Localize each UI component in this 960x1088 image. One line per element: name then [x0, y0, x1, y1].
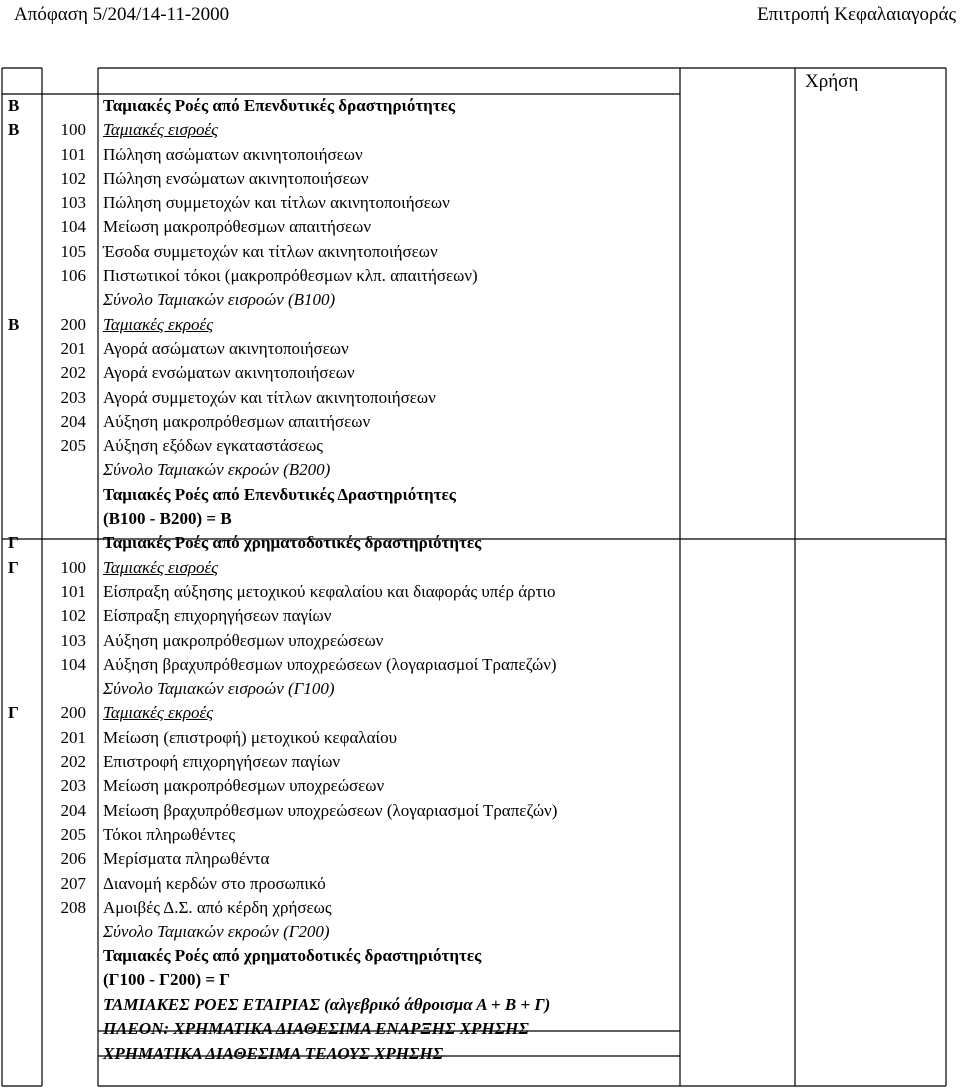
account-code: 103 — [60, 630, 86, 650]
account-code: 101 — [60, 144, 86, 164]
table-row — [0, 143, 960, 167]
row-description — [103, 191, 450, 215]
table-row — [0, 434, 960, 458]
row-description — [103, 1017, 529, 1041]
description-line: ΧΡΗΜΑΤΙΚΑ ΔΙΑΘΕΣΙΜΑ ΤΕΛΟΥΣ ΧΡΗΣΗΣ — [103, 1043, 444, 1063]
description-line: Έσοδα συμμετοχών και τίτλων ακινητοποιήσεων — [103, 241, 438, 261]
description-line: (Β100 - Β200) = Β — [103, 508, 232, 528]
description-line: ΠΛΕΟΝ: ΧΡΗΜΑΤΙΚΑ ΔΙΑΘΕΣΙΜΑ ΕΝΑΡΞΗΣ ΧΡΗΣΗΣ — [103, 1019, 529, 1039]
row-description — [103, 483, 456, 531]
description-line: Σύνολο Ταμιακών εκροών (Β200) — [103, 460, 331, 480]
account-code: 208 — [60, 897, 86, 917]
table-row — [0, 556, 960, 580]
description-line: Μείωση (επιστροφή) μετοχικού κεφαλαίου — [103, 727, 397, 747]
year-column-header: Χρήση — [805, 71, 859, 92]
section-letter: Β — [8, 96, 20, 115]
description-line: Σύνολο Ταμιακών εισροών (Γ100) — [103, 679, 335, 699]
row-description — [103, 531, 481, 555]
table-row — [0, 920, 960, 944]
account-code: 205 — [60, 436, 86, 456]
account-code: 104 — [60, 217, 86, 237]
description-line: Πώληση ενσώματων ακινητοποιήσεων — [103, 168, 369, 188]
description-line: Ταμιακές εκροές — [103, 703, 214, 723]
table-row — [0, 653, 960, 677]
row-description — [103, 215, 371, 239]
row-description — [103, 288, 335, 312]
row-description — [103, 580, 556, 604]
issuer-name: Επιτροπή Κεφαλαιαγοράς — [757, 4, 956, 25]
table-row — [0, 774, 960, 798]
row-description — [103, 872, 326, 896]
table-row — [0, 94, 960, 118]
row-description — [103, 604, 331, 628]
description-line: Αμοιβές Δ.Σ. από κέρδη χρήσεως — [103, 897, 332, 917]
row-description — [103, 629, 383, 653]
table-row — [0, 337, 960, 361]
account-code: 100 — [60, 120, 86, 140]
row-description — [103, 799, 557, 823]
account-code: 200 — [60, 314, 86, 334]
row-description — [103, 653, 557, 677]
row-description — [103, 361, 355, 385]
table-row — [0, 288, 960, 312]
account-code: 103 — [60, 193, 86, 213]
table-row — [0, 580, 960, 604]
description-line: Τόκοι πληρωθέντες — [103, 824, 236, 844]
table-row — [0, 701, 960, 725]
table-row — [0, 1017, 960, 1041]
table-row — [0, 1042, 960, 1066]
description-line: Πώληση ασώματων ακινητοποιήσεων — [103, 144, 363, 164]
row-description — [103, 556, 218, 580]
table-row — [0, 386, 960, 410]
description-line: Ταμιακές Ροές από χρηματοδοτικές δραστηριότητες — [103, 533, 482, 553]
table-row — [0, 847, 960, 871]
description-line: Μερίσματα πληρωθέντα — [103, 849, 270, 869]
description-line: Αύξηση μακροπρόθεσμων υποχρεώσεων — [103, 630, 384, 650]
account-code: 207 — [60, 873, 86, 893]
document-reference: Απόφαση 5/204/14-11-2000 — [14, 4, 230, 25]
row-description — [103, 386, 436, 410]
description-line: Αύξηση εξόδων εγκαταστάσεως — [103, 436, 324, 456]
row-description — [103, 94, 455, 118]
table-row — [0, 726, 960, 750]
row-description — [103, 167, 369, 191]
table-row — [0, 896, 960, 920]
row-description — [103, 337, 349, 361]
table-row — [0, 410, 960, 434]
account-code: 200 — [60, 703, 86, 723]
description-line: Ταμιακές εισροές — [103, 120, 219, 140]
table-row — [0, 677, 960, 701]
table-row — [0, 118, 960, 142]
table-row — [0, 240, 960, 264]
row-description — [103, 434, 323, 458]
description-line: Ταμιακές Ροές από Επενδυτικές δραστηριότητες — [103, 96, 456, 115]
account-code: 201 — [60, 338, 86, 358]
account-code: 102 — [60, 168, 86, 188]
description-line: Αύξηση βραχυπρόθεσμων υποχρεώσεων (λογαριασμοί Τραπεζών) — [103, 654, 557, 674]
description-line: ΤΑΜΙΑΚΕΣ ΡΟΕΣ ΕΤΑΙΡΙΑΣ (αλγεβρικό άθροισμα Α + Β + Γ) — [103, 994, 551, 1014]
table-row — [0, 215, 960, 239]
description-line: Πώληση συμμετοχών και τίτλων ακινητοποιήσεων — [103, 193, 450, 213]
account-code: 102 — [60, 606, 86, 626]
row-description — [103, 944, 481, 992]
row-description — [103, 313, 213, 337]
account-code: 204 — [60, 800, 86, 820]
row-description — [103, 410, 370, 434]
description-line: Αύξηση μακροπρόθεσμων απαιτήσεων — [103, 411, 371, 431]
description-line: Ταμιακές εκροές — [103, 314, 214, 334]
row-description — [103, 993, 550, 1017]
row-description — [103, 143, 363, 167]
account-code: 105 — [60, 241, 86, 261]
account-code: 104 — [60, 654, 86, 674]
row-description — [103, 774, 384, 798]
table-row — [0, 167, 960, 191]
table-row — [0, 264, 960, 288]
table-row — [0, 993, 960, 1017]
description-line: (Γ100 - Γ200) = Γ — [103, 970, 231, 990]
description-line: Πιστωτικοί τόκοι (μακροπρόθεσμων κλπ. απαιτήσεων) — [103, 266, 478, 286]
description-line: Μείωση μακροπρόθεσμων απαιτήσεων — [103, 217, 372, 237]
table-row — [0, 799, 960, 823]
section-letter: Β — [8, 314, 20, 334]
section-letter: Β — [8, 120, 20, 140]
row-description — [103, 726, 397, 750]
account-code: 201 — [60, 727, 86, 747]
table-row — [0, 604, 960, 628]
row-description — [103, 118, 218, 142]
description-line: Είσπραξη αύξησης μετοχικού κεφαλαίου και διαφοράς υπέρ άρτιο — [103, 581, 556, 601]
description-line: Αγορά ασώματων ακινητοποιήσεων — [103, 338, 349, 358]
row-description — [103, 240, 438, 264]
description-line: Ταμιακές εισροές — [103, 557, 219, 577]
table-row — [0, 191, 960, 215]
description-line: Μείωση μακροπρόθεσμων υποχρεώσεων — [103, 776, 385, 796]
description-line: Διανομή κερδών στο προσωπικό — [103, 873, 326, 893]
account-code: 202 — [60, 752, 86, 772]
description-line: Ταμιακές Ροές από Επενδυτικές Δραστηριότητες — [103, 484, 456, 504]
table-row — [0, 313, 960, 337]
row-description — [103, 677, 335, 701]
account-code: 101 — [60, 581, 86, 601]
row-description — [103, 823, 235, 847]
account-code: 100 — [60, 557, 86, 577]
description-line: Επιστροφή επιχορηγήσεων παγίων — [103, 752, 341, 772]
row-description — [103, 847, 269, 871]
description-line: Μείωση βραχυπρόθεσμων υποχρεώσεων (λογαριασμοί Τραπεζών) — [103, 800, 558, 820]
description-line: Ταμιακές Ροές από χρηματοδοτικές δραστηριότητες — [103, 946, 482, 966]
account-code: 202 — [60, 363, 86, 383]
section-letter: Γ — [8, 557, 19, 577]
account-code: 206 — [60, 849, 86, 869]
account-code: 204 — [60, 411, 86, 431]
row-description — [103, 264, 478, 288]
row-description — [103, 750, 340, 774]
table-row — [0, 531, 960, 555]
cash-flow-table — [0, 94, 960, 1066]
description-line: Σύνολο Ταμιακών εκροών (Γ200) — [103, 922, 330, 942]
row-description — [103, 1042, 443, 1066]
table-row — [0, 872, 960, 896]
account-code: 106 — [60, 266, 86, 286]
table-row — [0, 944, 960, 993]
row-description — [103, 458, 330, 482]
section-letter: Γ — [8, 533, 19, 553]
description-line: Είσπραξη επιχορηγήσεων παγίων — [103, 606, 332, 626]
row-description — [103, 701, 213, 725]
description-line: Αγορά συμμετοχών και τίτλων ακινητοποιήσεων — [103, 387, 436, 407]
row-description — [103, 896, 332, 920]
account-code: 205 — [60, 824, 86, 844]
table-row — [0, 750, 960, 774]
account-code: 203 — [60, 776, 86, 796]
table-row — [0, 483, 960, 532]
description-line: Αγορά ενσώματων ακινητοποιήσεων — [103, 363, 355, 383]
table-row — [0, 823, 960, 847]
table-row — [0, 361, 960, 385]
table-row — [0, 458, 960, 482]
account-code: 203 — [60, 387, 86, 407]
section-letter: Γ — [8, 703, 19, 723]
description-line: Σύνολο Ταμιακών εισροών (Β100) — [103, 290, 336, 310]
row-description — [103, 920, 330, 944]
table-row — [0, 629, 960, 653]
